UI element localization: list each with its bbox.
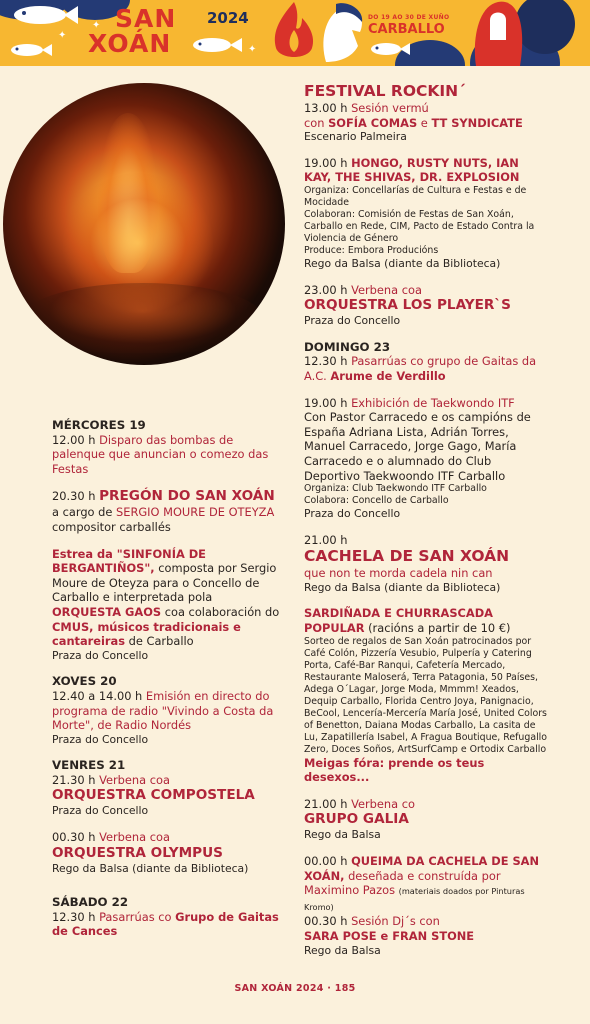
artist-name: SOFÍA COMAS bbox=[328, 115, 418, 130]
event-line bbox=[304, 101, 548, 116]
event-time: 23.00 h bbox=[304, 282, 348, 297]
event-text: a cargo de bbox=[52, 505, 113, 520]
day-sabado bbox=[52, 895, 284, 939]
day-heading: VENRES 21 bbox=[52, 758, 126, 773]
banner-dates: DO 19 AO 30 DE XUÑO bbox=[368, 14, 450, 21]
event-raffle: Sorteo de regalos de San Xoán patrocinados por Café Colón, Pizzería Vesubio, Pulpería y Catering Porta, Café-Bar Ranqui, Cafetería Mercado, Restaurante Maloserá, Terra Patagonia, 50 Países, Adega O´Lagar, Jorge Moda, Mmmm! Xeados, Dequip Carballo, Florida Centro Joya, Panignacio, BeCool, Lencería-Mercería María José, United Colors of Benetton, Daiana Modas Carballo, La casita de Lu, Zapatillería Isabel, A Fragua Boutique, Refugallo Zero, Doces Soños, ArtSurfCamp e Ortodix Carballo bbox=[304, 635, 548, 755]
event-place: Rego da Balsa (diante da Biblioteca) bbox=[52, 861, 249, 875]
event-time: 12.40 a 14.00 h bbox=[52, 688, 143, 703]
star-icon: ✦ bbox=[92, 20, 101, 31]
event-text: Pasarrúas co grupo de Gaitas da A.C. bbox=[304, 354, 537, 383]
event-title: QUEIMA DA CACHELA DE SAN XOÁN, bbox=[304, 854, 540, 883]
event-line bbox=[304, 797, 548, 812]
event-text: Sesión Dj´s con bbox=[351, 914, 440, 929]
event-place: Praza do Concello bbox=[52, 804, 149, 818]
banner-year: 2024 bbox=[207, 9, 249, 27]
day-heading: DOMINGO 23 bbox=[304, 339, 391, 354]
event-sinfonia bbox=[52, 547, 284, 663]
event-text: Verbena coa bbox=[99, 830, 170, 845]
event-organizer: Organiza: Club Taekwondo ITF Carballo bbox=[304, 483, 487, 495]
event-galia bbox=[304, 797, 548, 842]
event-price: (racións a partir de 10 €) bbox=[368, 621, 511, 636]
event-title: CACHELA DE SAN XOÁN bbox=[304, 547, 510, 566]
event-title: Estrea da "SINFONÍA DE BERGANTIÑOS", bbox=[52, 546, 206, 576]
event-olympus bbox=[52, 830, 284, 875]
star-icon: ✦ bbox=[248, 44, 257, 55]
event-time: 21.00 h bbox=[304, 796, 348, 811]
event-time: 00.30 h bbox=[52, 830, 96, 845]
event-text: de Carballo bbox=[128, 634, 194, 649]
person-icon bbox=[468, 0, 528, 66]
event-place: Rego da Balsa (diante da Biblioteca) bbox=[304, 256, 501, 270]
event-line bbox=[52, 488, 284, 505]
event-time: 13.00 h bbox=[304, 101, 348, 115]
event-line bbox=[52, 910, 284, 939]
event-time: 00.30 h bbox=[304, 914, 348, 929]
event-line bbox=[304, 283, 548, 298]
fish-icon bbox=[10, 4, 78, 26]
event-time: 12.30 h bbox=[304, 354, 348, 369]
event-text: con bbox=[304, 115, 325, 130]
event-text: composta por Sergio Moure de Oteyza para o Concello de Carballo e interpretada pola bbox=[52, 561, 277, 605]
event-place: Praza do Concello bbox=[304, 507, 401, 521]
event-collaborators: Colabora: Concello de Carballo bbox=[304, 495, 449, 507]
event-title: SARDIÑADA E CHURRASCADA POPULAR bbox=[304, 606, 493, 636]
event-time: 20.30 h bbox=[52, 489, 96, 504]
event-text: coa colaboración do bbox=[164, 604, 280, 619]
banner-title-line2: XOÁN bbox=[88, 29, 172, 58]
event-name: SERGIO MOURE DE OTEYZA bbox=[116, 505, 275, 520]
event-title: Grupo de Gaitas de Cances bbox=[52, 909, 279, 939]
event-queima bbox=[304, 854, 548, 957]
fish-icon bbox=[368, 41, 410, 57]
event-title: ORQUESTRA LOS PLAYER`S bbox=[304, 297, 511, 314]
right-column bbox=[304, 82, 548, 969]
event-place: Escenario Palmeira bbox=[304, 130, 407, 144]
day-heading: XOVES 20 bbox=[52, 674, 117, 689]
event-text: e bbox=[420, 115, 428, 130]
event-text: Verbena coa bbox=[99, 772, 170, 787]
event-time: 00.00 h bbox=[304, 854, 348, 869]
event-line bbox=[304, 116, 548, 131]
event-place: Rego da Balsa bbox=[304, 828, 381, 842]
left-column bbox=[52, 418, 284, 951]
event-bands bbox=[304, 156, 548, 271]
event-text: Verbena coa bbox=[351, 282, 422, 297]
day-heading: SÁBADO 22 bbox=[52, 895, 129, 910]
banner-title-line1: SAN bbox=[115, 4, 177, 33]
event-place: Rego da Balsa bbox=[304, 943, 381, 957]
day-xoves bbox=[52, 674, 284, 746]
event-time: 19.00 h bbox=[304, 395, 348, 410]
event-line bbox=[52, 830, 284, 845]
event-title: Arume de Verdillo bbox=[330, 368, 446, 383]
event-line bbox=[304, 914, 548, 929]
event-title: PREGÓN DO SAN XOÁN bbox=[99, 488, 275, 505]
fish-icon bbox=[8, 42, 52, 58]
event-time: 19.00 h bbox=[304, 155, 348, 170]
event-place: Praza do Concello bbox=[52, 648, 149, 662]
header-banner bbox=[0, 0, 590, 66]
event-line bbox=[52, 433, 284, 477]
event-place: Praza do Concello bbox=[52, 732, 149, 746]
flame-icon bbox=[268, 0, 320, 66]
festival-rockin bbox=[304, 82, 548, 144]
day-mercores bbox=[52, 418, 284, 476]
star-icon: ✦ bbox=[58, 30, 67, 41]
event-tagline: Meigas fóra: prende os teus desexos... bbox=[304, 755, 485, 785]
artist-name: TT SYNDICATE bbox=[431, 115, 523, 130]
event-role: compositor carballés bbox=[52, 519, 171, 534]
day-heading: MÉRCORES 19 bbox=[52, 418, 146, 432]
event-note: (materiais doados por Pinturas Kromo) bbox=[304, 886, 525, 912]
event-time: 12.00 h bbox=[52, 432, 96, 447]
event-text: Sesión vermú bbox=[351, 101, 429, 115]
page-footer: SAN XOÁN 2024 · 185 bbox=[234, 983, 356, 994]
event-line bbox=[52, 773, 284, 788]
event-text: Pasarrúas co bbox=[99, 909, 172, 924]
event-pregon bbox=[52, 488, 284, 534]
event-performers: CMUS, músicos tradicionais e cantareiras bbox=[52, 619, 241, 649]
event-text: Disparo das bombas de palenque que anuncian o comezo das Festas bbox=[52, 432, 269, 476]
event-text: Emisión en directo do programa de radio "Vivindo a Costa da Morte", de Radio Nordés bbox=[52, 688, 274, 733]
event-title: GRUPO GALIA bbox=[304, 811, 409, 828]
event-title: Exhibición de Taekwondo ITF bbox=[351, 395, 515, 410]
festival-title: FESTIVAL ROCKIN´ bbox=[304, 82, 466, 100]
event-line bbox=[52, 505, 284, 520]
event-line bbox=[304, 396, 548, 411]
event-sardinada bbox=[304, 606, 548, 784]
event-text: Con Pastor Carracedo e os campións de España Adriana Lista, Adrián Torres, Manuel Carracedo, Jorge Gago, María Carracedo e o alumnado do Club Deportivo Taekwoondo ITF Carballo bbox=[304, 410, 531, 483]
event-line bbox=[304, 354, 548, 383]
event-title: HONGO, RUSTY NUTS, IAN KAY, THE SHIVAS, DR. EXPLOSION bbox=[304, 155, 520, 185]
bonfire-photo bbox=[3, 83, 285, 365]
event-subtitle: que non te morda cadela nin can bbox=[304, 566, 493, 581]
event-title: ORQUESTRA COMPOSTELA bbox=[52, 787, 255, 804]
event-orchestra: ORQUESTA GAOS bbox=[52, 604, 162, 619]
event-players bbox=[304, 283, 548, 328]
fire-embers bbox=[23, 283, 263, 353]
event-place: Rego da Balsa (diante da Biblioteca) bbox=[304, 580, 501, 594]
fish-icon bbox=[190, 36, 242, 54]
event-organizer: Organiza: Concellarías de Cultura e Festas e de Mocidade bbox=[304, 184, 527, 208]
event-time: 12.30 h bbox=[52, 909, 96, 924]
event-text: Verbena co bbox=[351, 796, 415, 811]
banner-title bbox=[88, 4, 177, 58]
event-cachela bbox=[304, 533, 548, 595]
day-venres bbox=[52, 758, 284, 818]
event-time: 21.30 h bbox=[52, 772, 96, 787]
banner-city: CARBALLO bbox=[368, 22, 445, 37]
event-title: SARA POSE e FRAN STONE bbox=[304, 929, 475, 943]
event-line bbox=[52, 689, 284, 733]
event-taekwondo bbox=[304, 396, 548, 521]
event-collaborators: Colaboran: Comisión de Festas de San Xoán, Carballo en Rede, CIM, Pacto de Estado Contra la Violencia de Género bbox=[304, 208, 535, 244]
face-icon bbox=[318, 2, 366, 66]
event-place: Praza do Concello bbox=[304, 314, 401, 328]
event-time: 21.00 h bbox=[304, 532, 348, 547]
event-producer: Produce: Embora Producións bbox=[304, 244, 439, 256]
day-domingo bbox=[304, 340, 548, 384]
event-text: deseñada e construída por Maximino Pazos bbox=[304, 868, 501, 898]
event-title: ORQUESTRA OLYMPUS bbox=[52, 844, 223, 861]
